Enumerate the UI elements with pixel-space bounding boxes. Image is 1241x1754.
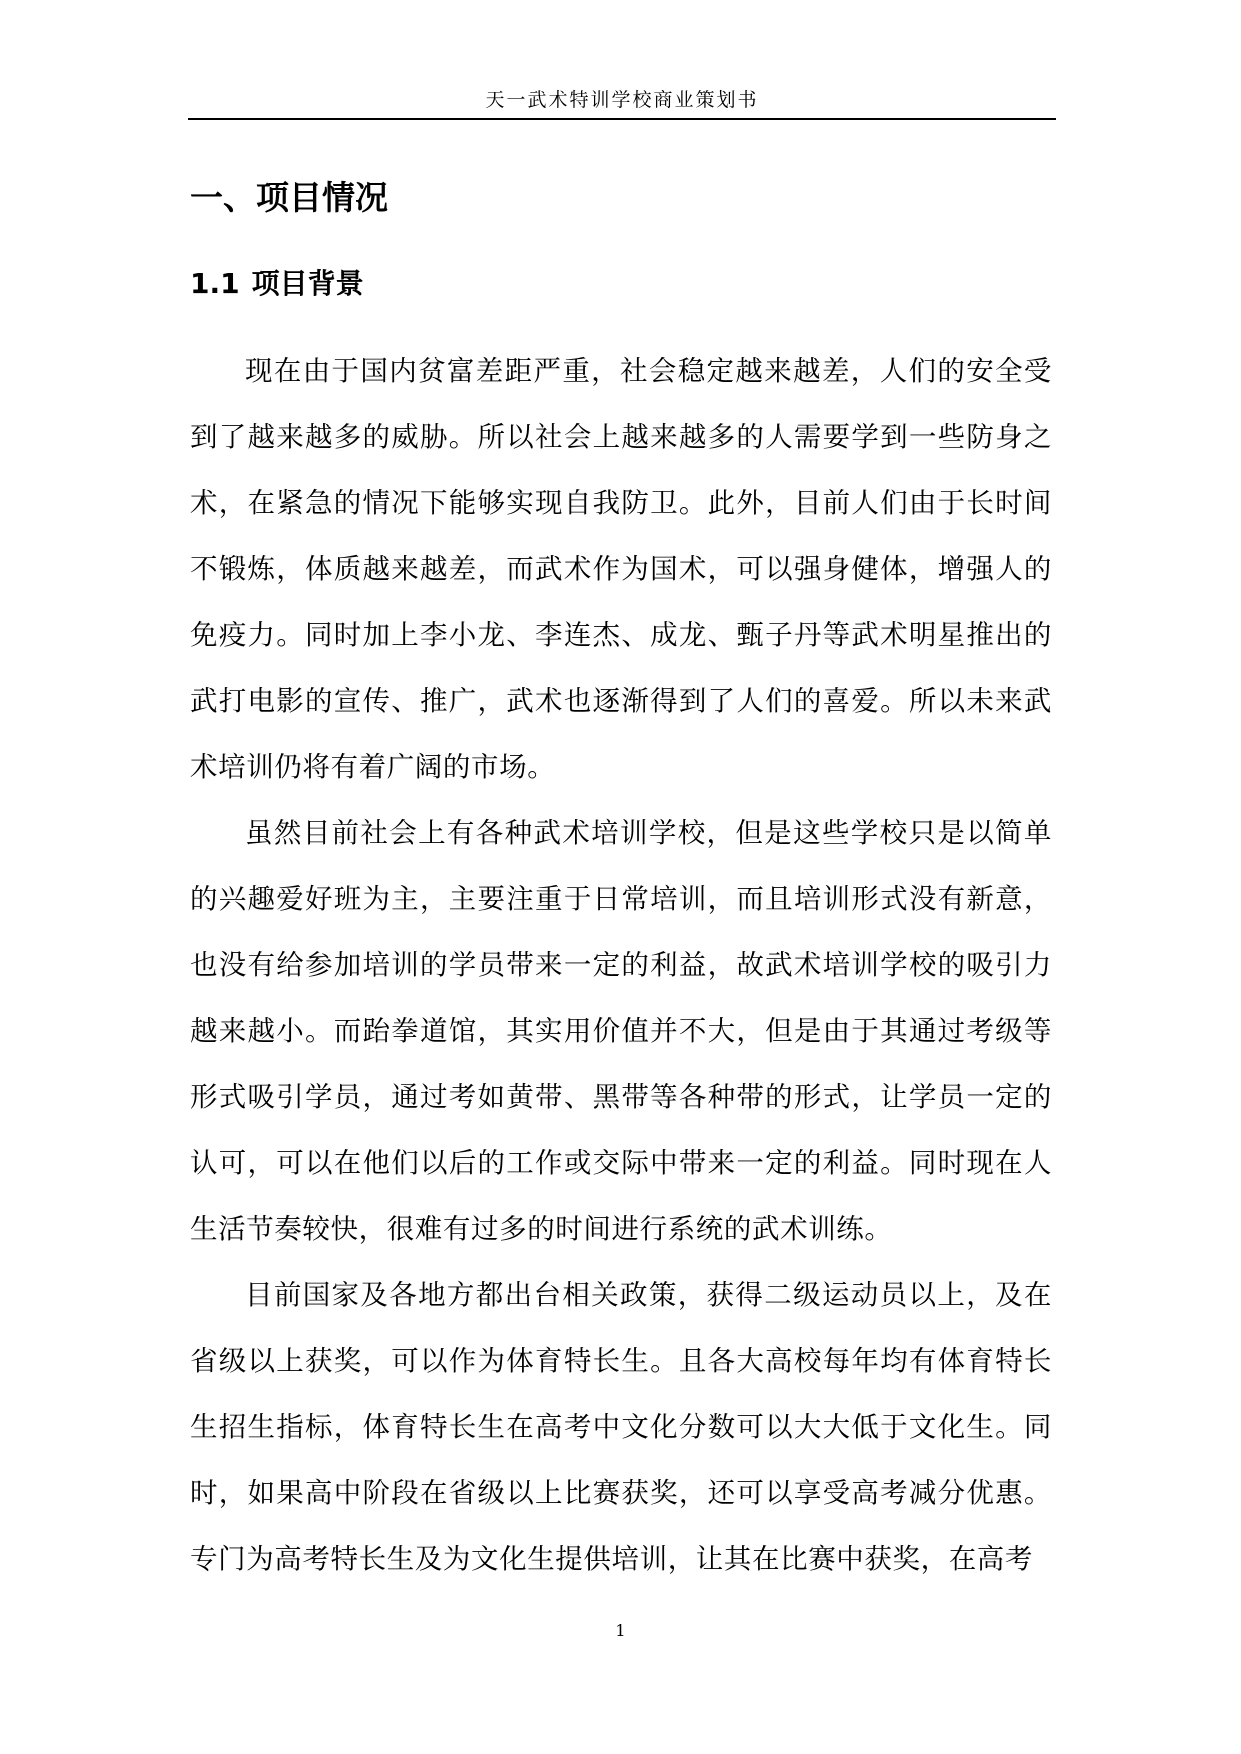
section-title [190, 264, 364, 304]
paragraph-1: 现在由于国内贫富差距严重，社会稳定越来越差，人们的安全受到了越来越多的威胁。所以社会上越来越多的人需要学到一些防身之术，在紧急的情况下能够实现自我防卫。此外，目前人们由于长时间不锻炼，体质越来越差，而武术作为国术，可以强身健体，增强人的免疫力。同时加上李小龙、李连杰、成龙、甄子丹等武术明星推出的武打电影的宣传、推广，武术也逐渐得到了人们的喜爱。所以未来武术培训仍将有着广阔的市场。 [190, 355, 1052, 783]
section-heading-text: 项目背景 [251, 267, 364, 300]
paragraph-3: 目前国家及各地方都出台相关政策，获得二级运动员以上，及在省级以上获奖，可以作为体育特长生。且各大高校每年均有体育特长生招生指标，体育特长生在高考中文化分数可以大大低于文化生。同时，如果高中阶段在省级以上比赛获奖，还可以享受高考减分优惠。专门为高考特长生及为文化生提供培训，让其在比赛中获奖，在高考 [190, 1279, 1052, 1575]
running-header: 天一武术特训学校商业策划书 [485, 89, 759, 111]
body-text [190, 338, 1052, 1592]
chapter-title: 一、项目情况 [190, 178, 388, 217]
page-number: 1 [615, 1621, 626, 1640]
header-rule [188, 118, 1056, 120]
paragraph-2: 虽然目前社会上有各种武术培训学校，但是这些学校只是以简单的兴趣爱好班为主，主要注重于日常培训，而且培训形式没有新意，也没有给参加培训的学员带来一定的利益，故武术培训学校的吸引力越来越小。而跆拳道馆，其实用价值并不大，但是由于其通过考级等形式吸引学员，通过考如黄带、黑带等各种带的形式，让学员一定的认可，可以在他们以后的工作或交际中带来一定的利益。同时现在人生活节奏较快，很难有过多的时间进行系统的武术训练。 [190, 817, 1052, 1245]
section-number: 1.1 [190, 267, 240, 300]
